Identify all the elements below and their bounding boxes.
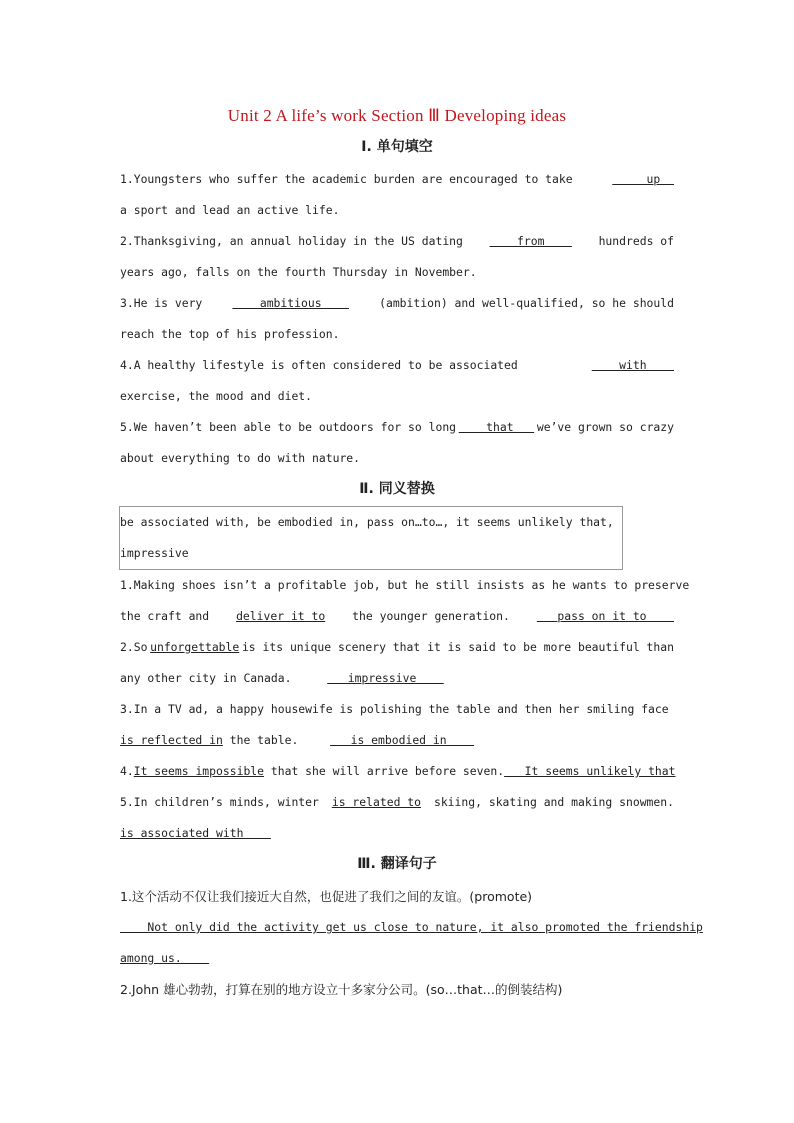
s1-q4-text: 4.A healthy lifestyle is often considered to be associated bbox=[120, 358, 518, 372]
s1-q1-text: 1.Youngsters who suffer the academic burden are encouraged to take bbox=[120, 172, 573, 186]
s2-q5-line2 bbox=[120, 818, 674, 849]
s2-q1-answer: pass on it to bbox=[536, 609, 674, 623]
section-3-items bbox=[120, 881, 703, 1005]
word-bank-box bbox=[119, 506, 623, 570]
section-1-items bbox=[120, 164, 674, 474]
s2-q2-line1 bbox=[120, 632, 674, 663]
s1-q1-line1 bbox=[120, 164, 674, 195]
s2-q1-underlined: deliver it to bbox=[236, 609, 326, 623]
s2-q4-text: that she will arrive before seven. bbox=[270, 764, 505, 778]
s3-q2-question: 2.John 雄心勃勃，打算在别的地方设立十多家分公司。(so…that…的倒装结构) bbox=[120, 982, 563, 997]
s2-q3-line2 bbox=[120, 725, 674, 756]
s1-q5-text: 5.We haven’t been able to be outdoors for so long bbox=[120, 420, 457, 434]
word-bank-line2: impressive bbox=[120, 546, 189, 560]
page-title: Unit 2 A life’s work Section Ⅲ Developing ideas bbox=[227, 106, 567, 125]
s1-q5-line1 bbox=[120, 412, 674, 443]
s2-q2-text-2: any other city in Canada. bbox=[120, 671, 292, 685]
s2-q4-line1 bbox=[120, 756, 674, 787]
s2-q4-underlined: It seems impossible bbox=[133, 764, 265, 778]
s1-q2-text-end: hundreds of bbox=[598, 234, 674, 248]
s3-q1-answer-line2 bbox=[120, 943, 674, 974]
s3-q1-answer-line1 bbox=[120, 912, 703, 943]
s3-q1-answer-1: Not only did the activity get us close to nature, it also promoted the friendship bbox=[120, 920, 703, 934]
s2-q2-answer: impressive bbox=[327, 671, 444, 685]
s1-q4-line2: exercise, the mood and diet. bbox=[120, 389, 313, 403]
s1-q1-line2: a sport and lead an active life. bbox=[120, 203, 340, 217]
section-1-heading: Ⅰ. 单句填空 bbox=[361, 139, 433, 155]
s2-q2-text: 2.So bbox=[120, 640, 148, 654]
s1-q3-text-end: (ambition) and well-qualified, so he should bbox=[379, 296, 674, 310]
s3-q1-answer-2: among us. bbox=[120, 951, 210, 965]
s1-q5-line2: about everything to do with nature. bbox=[120, 451, 361, 465]
s1-q2-answer: from bbox=[489, 234, 572, 248]
s2-q3-line1: 3.In a TV ad, a happy housewife is polishing the table and then her smiling face bbox=[120, 702, 669, 716]
s3-q1-question: 1.这个活动不仅让我们接近大自然，也促进了我们之间的友谊。(promote) bbox=[120, 889, 533, 904]
s2-q1-text: the craft and bbox=[120, 609, 210, 623]
s1-q2-text: 2.Thanksgiving, an annual holiday in the US dating bbox=[120, 234, 463, 248]
section-3-heading: Ⅲ. 翻译句子 bbox=[357, 856, 437, 872]
worksheet-page bbox=[120, 100, 703, 1005]
s1-q5-text-end: we’ve grown so crazy bbox=[536, 420, 674, 434]
section-2-items bbox=[120, 570, 690, 849]
s2-q5-underlined: is related to bbox=[331, 795, 421, 809]
s2-q4-left bbox=[120, 756, 504, 787]
s2-q5-text: 5.In children’s minds, winter bbox=[120, 795, 319, 809]
s1-q5-answer: that bbox=[458, 420, 535, 434]
s2-q1-text-end: the younger generation. bbox=[352, 609, 510, 623]
s1-q2-line2: years ago, falls on the fourth Thursday in November. bbox=[120, 265, 477, 279]
word-bank-line1: be associated with, be embodied in, pass on…to…, it seems unlikely that, bbox=[120, 515, 614, 529]
s2-q3-underlined: is reflected in bbox=[120, 733, 223, 747]
s2-q5-line1 bbox=[120, 787, 674, 818]
s2-q1-line2 bbox=[120, 601, 674, 632]
s1-q3-line2: reach the top of his profession. bbox=[120, 327, 340, 341]
s2-q3-answer: is embodied in bbox=[330, 733, 475, 747]
s1-q3-line1 bbox=[120, 288, 674, 319]
section-2-heading: Ⅱ. 同义替换 bbox=[359, 481, 435, 497]
s2-q4-number: 4. bbox=[120, 764, 134, 778]
s1-q4-line1 bbox=[120, 350, 674, 381]
s2-q2-underlined: unforgettable bbox=[150, 640, 240, 654]
s1-q2-line1 bbox=[120, 226, 674, 257]
s1-q4-answer: with bbox=[591, 358, 674, 372]
s2-q4-answer: It seems unlikely that bbox=[504, 764, 676, 778]
s2-q1-line1: 1.Making shoes isn’t a profitable job, but he still insists as he wants to preserve bbox=[120, 578, 690, 592]
s1-q3-answer: ambitious bbox=[232, 296, 349, 310]
s1-q3-text: 3.He is very bbox=[120, 296, 203, 310]
s2-q2-line2 bbox=[120, 663, 674, 694]
s1-q1-answer: up bbox=[612, 172, 674, 186]
s2-q5-answer: is associated with bbox=[120, 826, 271, 840]
s2-q3-text: the table. bbox=[229, 733, 299, 747]
s2-q2-text-end: is its unique scenery that it is said to be more beautiful than bbox=[241, 640, 674, 654]
s2-q5-text-end: skiing, skating and making snowmen. bbox=[433, 795, 674, 809]
